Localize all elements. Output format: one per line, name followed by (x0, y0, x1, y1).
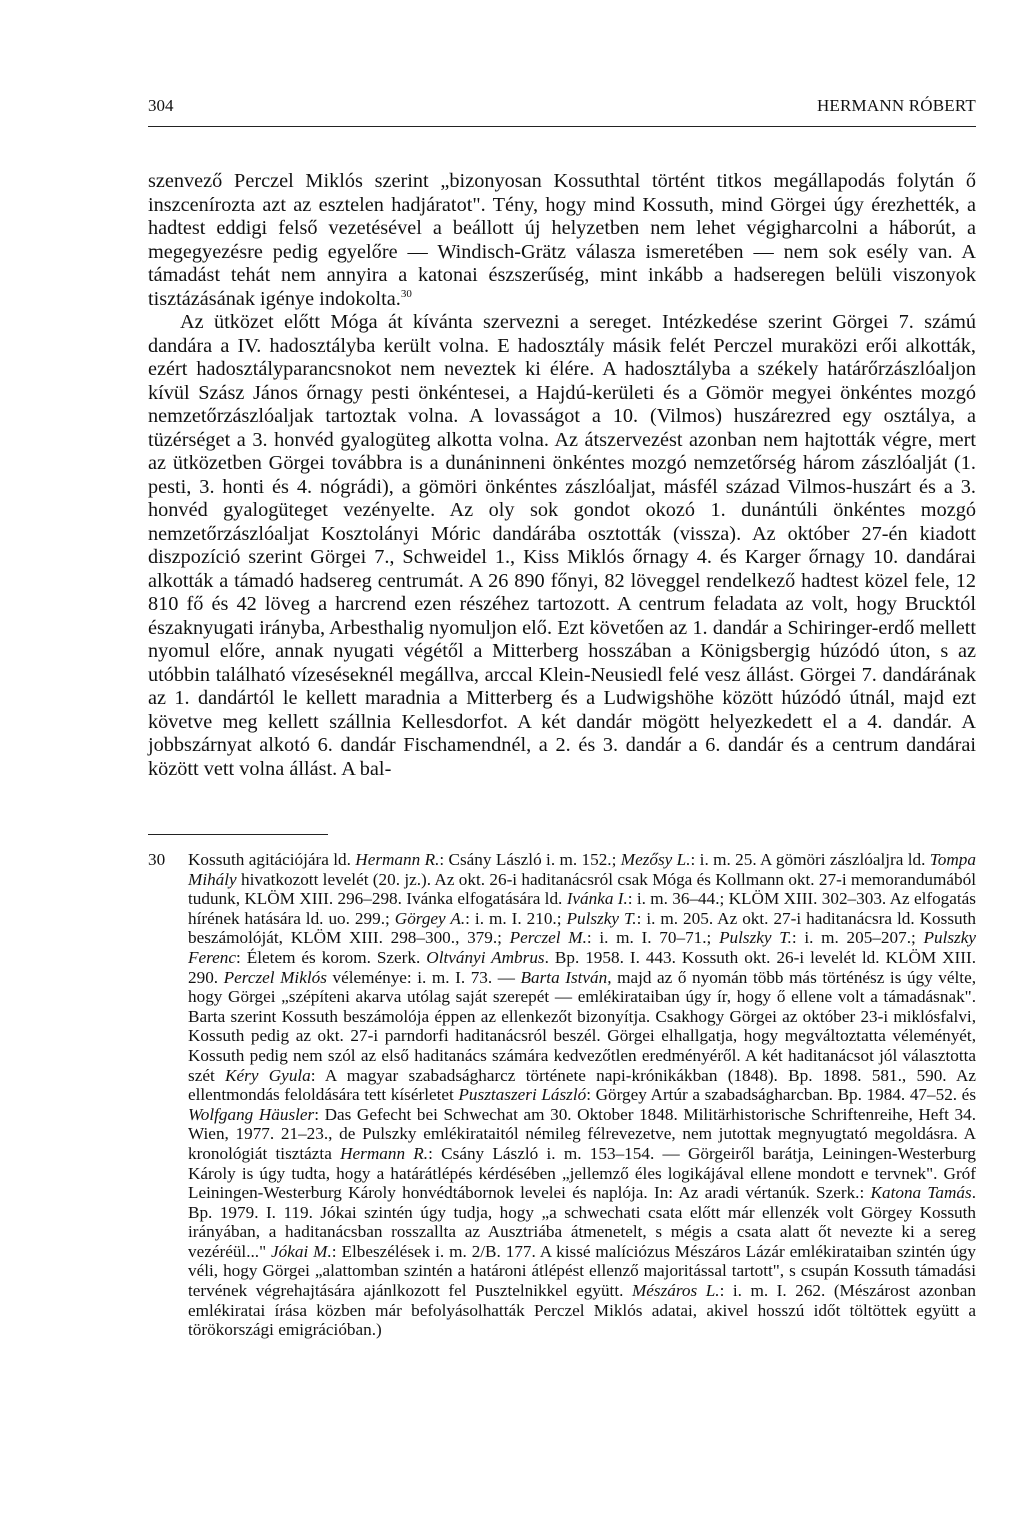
paragraph (148, 311, 976, 781)
footnote-separator (148, 834, 328, 835)
footnote-italic-segment: Perczel M. (509, 928, 587, 948)
footnote-segment: véleménye: i. m. I. 73. — (326, 967, 521, 987)
footnote-italic-segment: Oltványi Ambrus (426, 947, 545, 967)
footnote-segment: : A magyar szabadságharcz története napi-krónikákban (1848). Bp. 1898. 581., 590. Az ellentmondás feloldására tett kísérletet (188, 1065, 976, 1105)
footnote-segment: : Csány László i. m. 152.; (439, 850, 621, 869)
footnote-segment: Kossuth agitációjára ld. (188, 850, 356, 869)
paragraph-text: szenvező Perczel Miklós szerint „bizonyosan Kossuthtal történt titkos megállapodás folytán ő inszcenírozta azt az esztelen hadjáratot". Tény, hogy mind Kossuth, mind Görgei úgy érezhették, a hadtest eddigi felső vezetésével a beállott új helyzetben nem lehet végigharcolni a háborút, a megegyezésre pedig egyelőre — Windisch-Grätz válasza ismeretében — nem sok esély van. A támadást tehát nem annyira a katonai észszerűség, mint inkább a hadseregen belüli viszonyok tisztázásának igénye indokolta. (148, 170, 976, 310)
footnote-italic-segment: Mezősy L. (620, 850, 691, 869)
footnote-italic-segment: Mészáros L. (631, 1281, 720, 1301)
footnote-italic-segment: Katona Tamás (870, 1183, 972, 1203)
footnote-segment: : i. m. I. 262. (Mészárost azonban emlékiratai írása közben már befolyásolhatták Perczel Miklós adatai, akivel hosszú időt töltöttek együtt a törökországi emigrációban.) (188, 1281, 976, 1340)
footnote-segment: : Elbeszélések i. m. 2/B. 177. A kissé malíciózus Mészáros Lázár emlékirataiban szintén úgy véli, hogy Görgei „alattomban szintén a határoni átlépést ellenző majoritással tartott", s csupán Kossuth támadási tervének végrehajtására ajánlkozott fel Pusztelnikkel együtt. (188, 1241, 976, 1301)
footnote-segment: : i. m. 205. Az okt. 27-i haditanácsra ld. Kossuth beszámolóját, KLÖM XIII. 298–300., 379.; (188, 908, 976, 948)
footnote-italic-segment: Hermann R. (340, 1143, 429, 1163)
footnote-segment: , majd az ő nyomán több más történész is úgy vélte, hogy Görgei „szépíteni akarva utólag saját szerepét — emlékirataiban úgy ír, hogy ő ellene volt a támadásnak". Barta szerint Kossuth beszámolója éppen az ellenkezőt bizonyítja. Csakhogy Görgei az október 23-i miklósfalvi, Kossuth pedig az okt. 27-i parndorfi haditanácsról beszél. Görgei elhallgatja, hogy megváltoztatta véleményét, Kossuth pedig nem szól az első haditanács számára kedvezőtlen eredményéről. A két haditanácsot jól választotta szét (188, 967, 976, 1085)
footnote-segment: : Életem és korom. Szerk. (236, 947, 427, 967)
footnote-italic-segment: Barta István (520, 967, 608, 987)
footnote-italic-segment: Pulszky T. (719, 928, 792, 948)
footnote-segment: : i. m. 25. A gömöri zászlóaljra ld. (690, 850, 930, 869)
footnote-segment: : Das Gefecht bei Schwechat am 30. Oktober 1848. Militärhistorische Schriftenreihe, Heft 34. Wien, 1977. 21–23., de Pulszky emlékirataitól némileg félrevezetve, nem jutottak megnyugtató megoldásra. A kronológiát tisztázta (188, 1104, 976, 1163)
footnote-italic-segment: Pulszky T. (566, 908, 637, 928)
footnote-segment: : i. m. 36–44.; KLÖM XIII. 302–303. Az elfogatás hírének hatására ld. uo. 299.; (188, 889, 976, 928)
footnote-italic-segment: Hermann R. (355, 850, 440, 869)
footnote-segment: : Görgey Artúr a szabadságharcban. Bp. 1984. 47–52. és (586, 1085, 977, 1105)
paragraph-text: Az ütközet előtt Móga át kívánta szervezni a sereget. Intézkedése szerint Görgei 7. számú dandára a IV. hadosztályba került volna. E hadosztály másik felét Perczel muraközi erői alkották, ezért hadosztályparancsnokot nem neveztek ki élére. A hadosztályba a székely határőrzászlóaljon kívül Szász János őrnagy pesti önkéntesei, a Hajdú-kerületi és a Gömör megyei önkéntes mozgó nemzetőrzászlóaljak tartoztak volna. A lovasságot a 10. (Vilmos) huszárezred egy osztálya, a tüzérséget a 3. honvéd gyalogüteg alkotta volna. Az átszervezést azonban nem hajtották végre, mert az ütközetben Görgei továbbra is a dunáninneni önkéntes mozgó nemzetőrség három zászlóalját (1. pesti, 3. honti és 4. nógrádi), a gömöri önkéntes zászlóaljat, másfél század Vilmos-huszárt és a 3. honvéd gyalogüteget vezényelte. Az oly sok gondot okozó 1. dunántúli önkéntes mozgó nemzetőrzászlóaljat Kosztolányi Móric dandárába osztották (vissza). Az október 27-én kiadott diszpozíció szerint Görgei 7., Schweidel 1., Kiss Miklós őrnagy 4. és Karger őrnagy 10. dandárai alkották a támadó hadsereg centrumát. A 26 890 főnyi, 82 löveggel rendelkező hadtest közel fele, 12 810 fő és 42 löveg a harcrend ezen részéhez tartozott. A centrum feladata az volt, hogy Brucktól északnyugati irányba, Arbesthalig nyomuljon elő. Ezt követően az 1. dandár a Schiringer-erdő mellett nyomul előre, annak nyugati végétől a Mitterberg hosszában a Königsbergig húzódó úton, s az utóbbin található vízeséseknél megállva, arccal Klein-Neusiedl felé vesz állást. Görgei 7. dandárának az 1. dandártól le kellett maradnia a Mitterberg és a Ludwigshöhe között húzódó útnál, majd ezt követve meg kellett szállnia Kellesdorfot. A két dandár mögött helyezkedett el a 4. dandár. A jobbszárnyat alkotó 6. dandár Fischamendnél, a 2. és 3. dandár a 6. dandár és a centrum dandárai között vett volna állást. A bal- (148, 311, 976, 780)
page-number: 304 (148, 96, 174, 115)
footnote (148, 850, 976, 1340)
footnote-segment: : i. m. I. 70–71.; (586, 928, 720, 948)
footnote-italic-segment: Wolfgang Häusler (188, 1104, 315, 1124)
footnote-italic-segment: Jókai M. (271, 1241, 332, 1261)
footnote-text (188, 850, 976, 1340)
header-rule (148, 126, 976, 127)
running-head: HERMANN RÓBERT (816, 96, 976, 115)
footnote-segment: . Bp. 1958. I. 443. Kossuth okt. 26-i levelét ld. KLÖM XIII. 290. (188, 947, 976, 987)
footnote-italic-segment: Perczel Miklós (223, 967, 327, 987)
footnote-number: 30 (148, 850, 166, 869)
footnote-italic-segment: Pulszky Ferenc (188, 928, 976, 967)
footnote-segment: hivatkozott levelét (20. jz.). Az okt. 26-i haditanácsról csak Móga és Kollmann okt. 27-i memorandumából tudunk, KLÖM XIII. 296–298. Ivánka elfogatására ld. (188, 869, 976, 909)
main-text (148, 170, 976, 781)
footnote-italic-segment: Kéry Gyula (225, 1065, 311, 1085)
footnote-italic-segment: Görgey A. (394, 908, 466, 928)
footnote-segment: : Csány László i. m. 153–154. — Görgeiről barátja, Leiningen-Westerburg Károly is úgy tudta, hogy a határátlépés kérdésében „jellemző éles logikájával ellene mondott e tervnek". Gróf Leiningen-Westerburg Károly honvédtábornok levelei és naplója. In: Az aradi vértanúk. Szerk.: (188, 1143, 976, 1203)
footnote-italic-segment: Tompa Mihály (188, 850, 976, 889)
footnotes (148, 850, 976, 1340)
page-header (148, 96, 976, 122)
footnote-italic-segment: Ivánka I. (566, 889, 628, 909)
footnote-reference[interactable]: 30 (400, 287, 412, 300)
footnote-segment: . Bp. 1979. I. 119. Jókai szintén úgy tudja, hogy „a schwechati csata előtt már ellenzék volt Görgey Kossuth irányában, a haditanácsban rosszallta az Ausztriába átmenetelt, s mégis a csata alatt őt nevezte ki a sereg vezéréül..." (188, 1183, 976, 1261)
footnote-segment: : i. m. 205–207.; (791, 928, 924, 948)
footnote-italic-segment: Pusztaszeri László (458, 1085, 587, 1105)
footnote-segment: : i. m. I. 210.; (465, 908, 567, 928)
paragraph (148, 170, 976, 311)
